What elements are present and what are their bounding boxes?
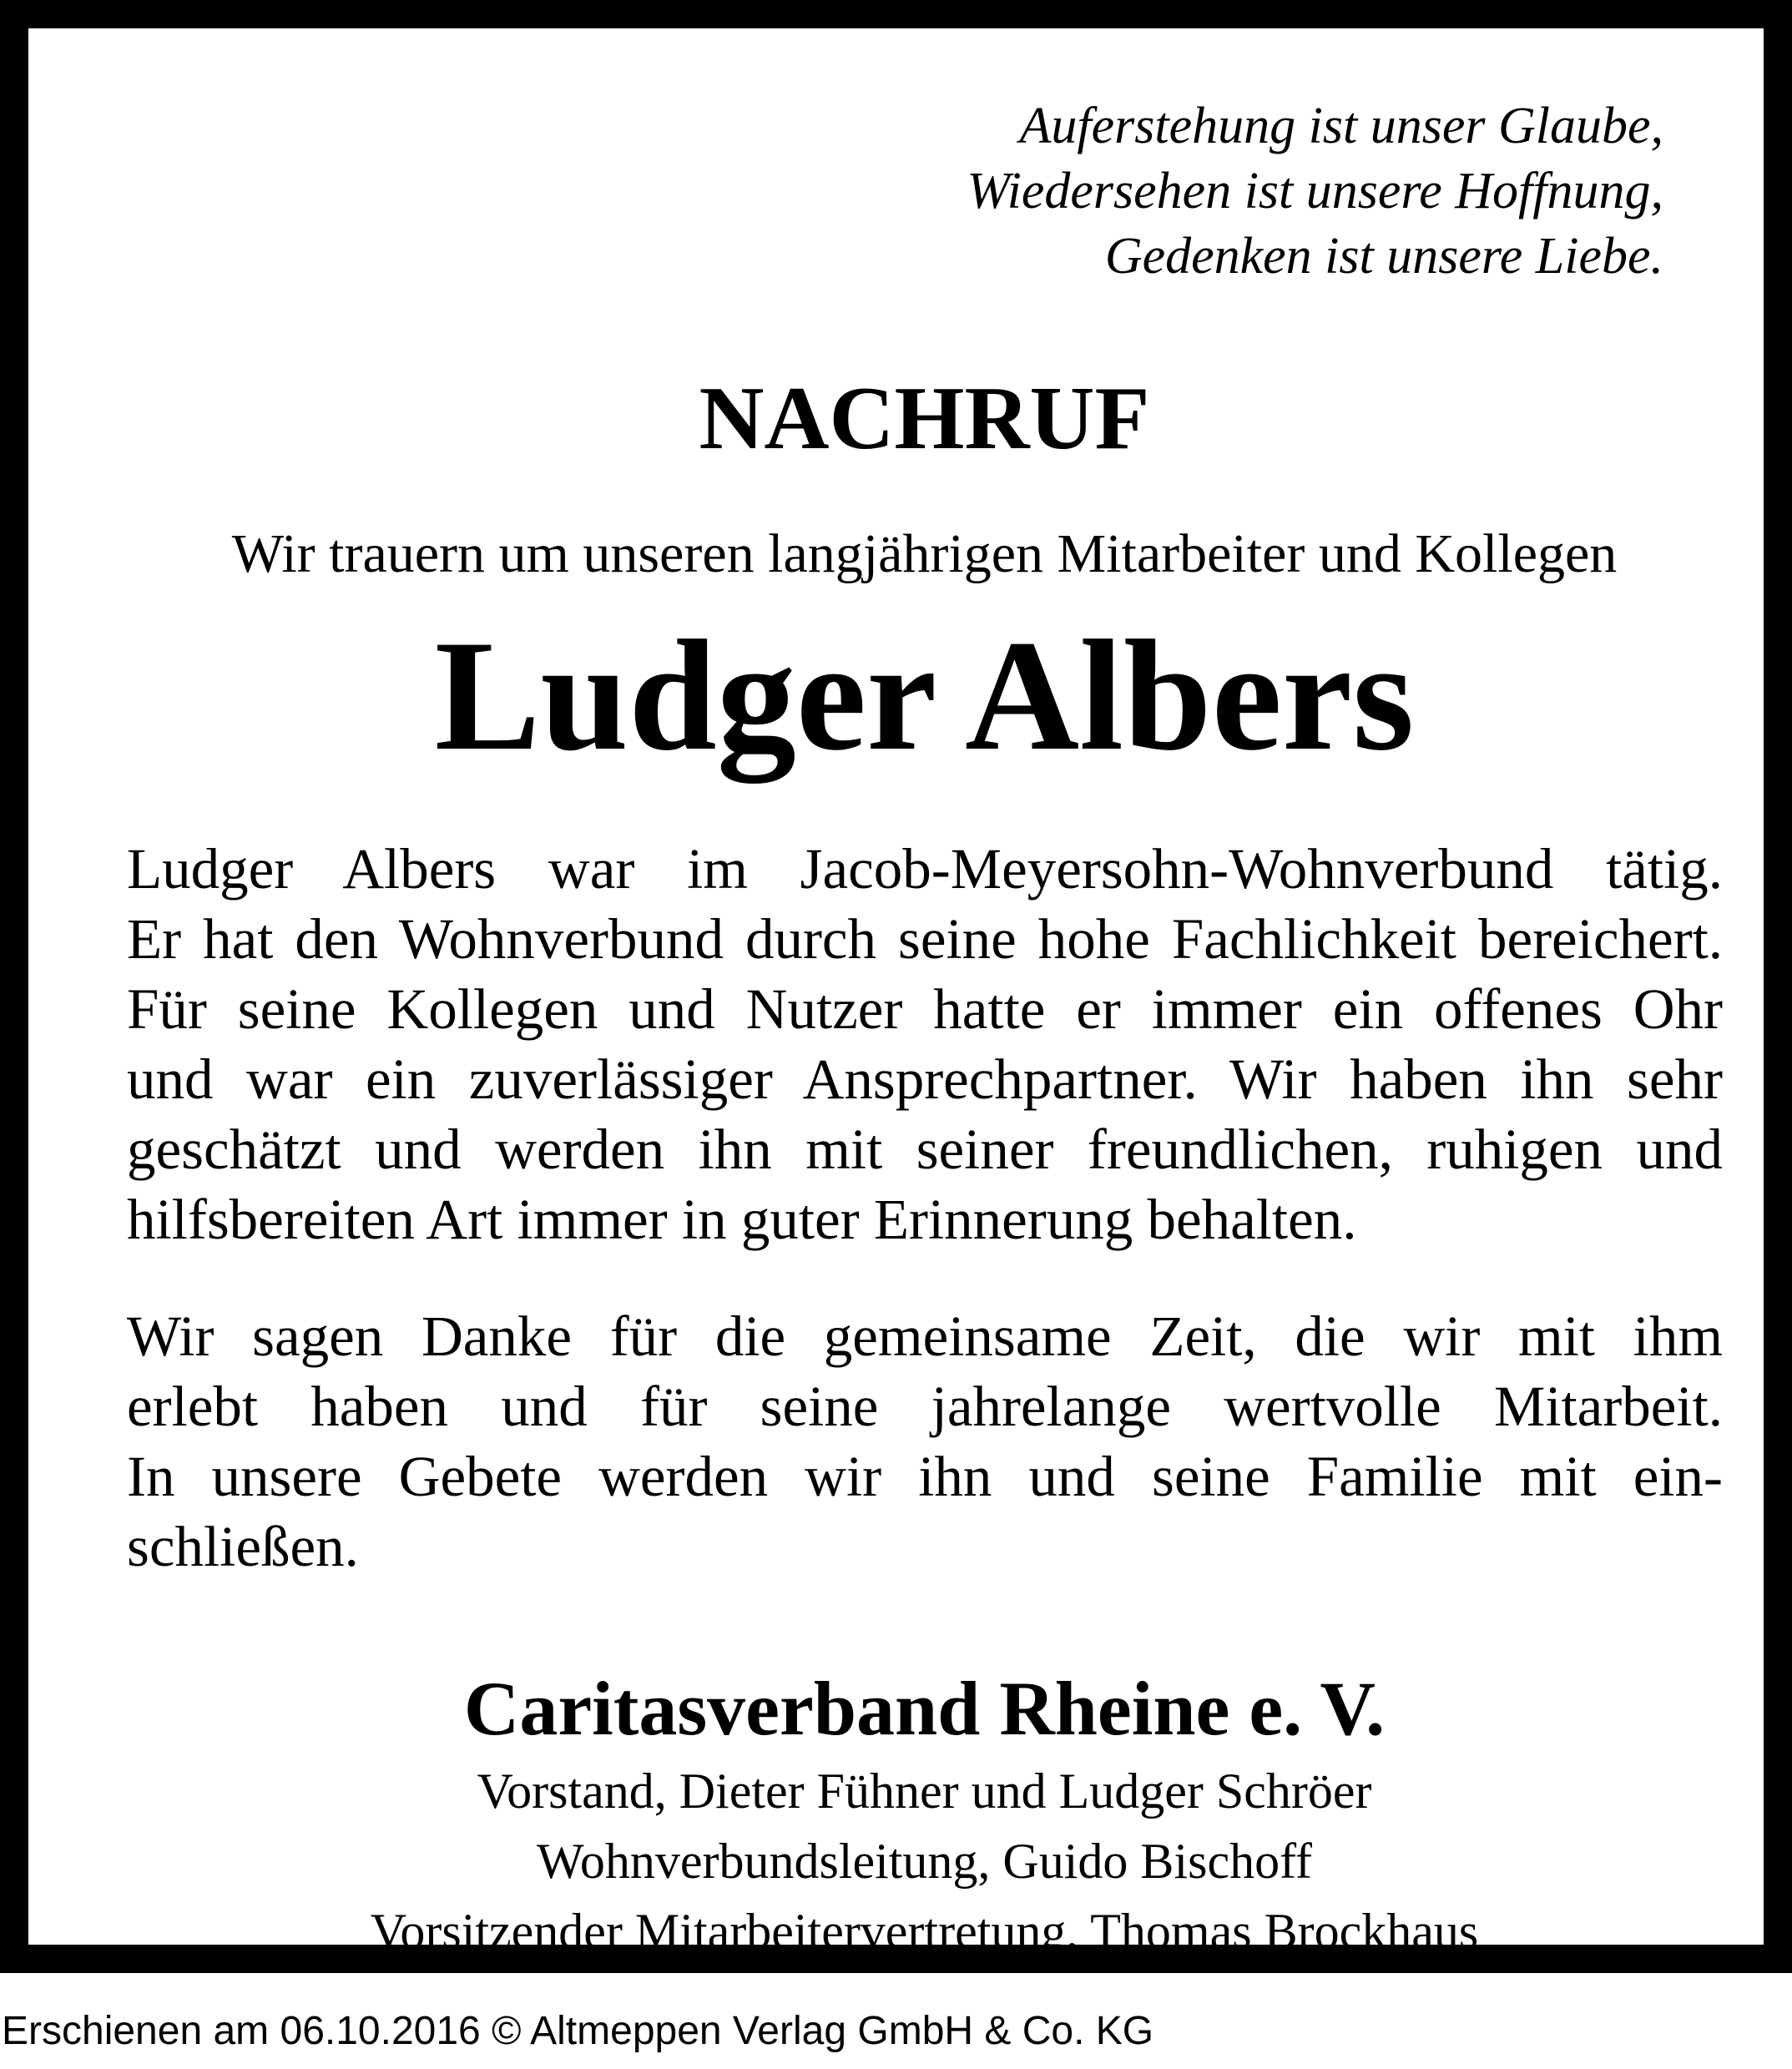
paragraph-line: Ludger Albers war im Jacob-Meyersohn-Wohnverbund tätig. [127,837,1723,901]
signer-line: Vorsitzender Mitarbeitervertretung, Thomas Brockhaus [370,1904,1479,1959]
signers-list [28,1756,1792,1966]
paragraph-line: Er hat den Wohnverbund durch seine hohe Fachlichkeit bereichert. [127,907,1723,971]
paragraph-line: Wir sagen Danke für die gemeinsame Zeit, die wir mit ihm [127,1304,1723,1368]
motto-verse [967,93,1663,289]
paragraph-line: Für seine Kollegen und Nutzer hatte er immer ein offenes Ohr [127,977,1723,1041]
tribute-paragraph [127,834,1723,1254]
paragraph-line: In unsere Gebete werden wir ihn und seine Familie mit ein- [127,1445,1723,1508]
signer-line: Wohnverbundsleitung, Guido Bischoff [537,1834,1312,1889]
motto-line: Auferstehung ist unser Glaube, [1019,98,1663,154]
motto-line: Gedenken ist unsere Liebe. [1104,228,1663,285]
page-title: NACHRUF [699,369,1150,468]
paragraph-line: hilfsbereiten Art immer in guter Erinnerung behalten. [127,1188,1357,1251]
motto-line: Wiedersehen ist unsere Hoffnung, [967,163,1663,220]
signer-line: Vorstand, Dieter Fühner und Ludger Schröer [477,1764,1372,1819]
organization-name: Caritasverband Rheine e. V. [463,1666,1386,1751]
paragraph-line: erlebt haben und für seine jahrelange wertvolle Mitarbeit. [127,1375,1723,1438]
intro-line: Wir trauern um unseren langjährigen Mitarbeiter und Kollegen [231,523,1618,584]
publication-footer: Erschienen am 06.10.2016 © Altmeppen Verlag GmbH & Co. KG [2,2009,1154,2053]
paragraph-line: geschätzt und werden ihn mit seiner freundlichen, ruhigen und [127,1118,1723,1181]
paragraph-line: und war ein zuverlässiger Ansprechpartner. Wir haben ihn sehr [127,1047,1723,1111]
paragraph-line: schließen. [127,1515,359,1578]
deceased-name: Ludger Albers [434,608,1415,784]
thanks-paragraph [127,1301,1723,1582]
